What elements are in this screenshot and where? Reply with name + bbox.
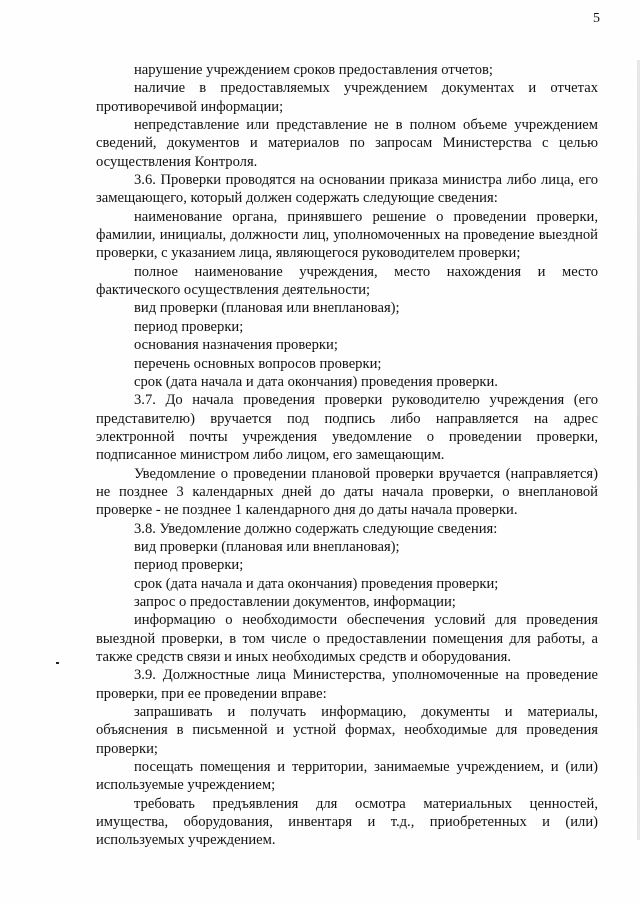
paragraph: наименование органа, принявшего решение о проведении проверки, фамилии, инициалы, должности лиц, уполномоченных на проведение выездной проверки, с указанием лица, являющегося руководителем проверки;	[96, 208, 598, 262]
document-body	[96, 61, 598, 850]
paragraph: требовать предъявления для осмотра материальных ценностей, имущества, оборудования, инвентаря и т.д., приобретенных и (или) используемых учреждением.	[96, 795, 598, 849]
paragraph: срок (дата начала и дата окончания) проведения проверки;	[134, 575, 499, 592]
paragraph: запрос о предоставлении документов, информации;	[134, 593, 456, 610]
paragraph: вид проверки (плановая или внеплановая);	[134, 538, 400, 555]
paragraph: нарушение учреждением сроков предоставления отчетов;	[134, 62, 493, 78]
paragraph: 3.7. До начала проведения проверки руководителю учреждения (его представителю) вручается под подпись либо направляется на адрес электронной почты учреждения уведомление о проведении проверки, подписанное министром либо лицом, его замещающим.	[96, 392, 598, 464]
paragraph: 3.9. Должностные лица Министерства, уполномоченные на проведение проверки, при ее проведении вправе:	[96, 667, 598, 702]
paragraph: перечень основных вопросов проверки;	[134, 355, 382, 372]
paragraph: основания назначения проверки;	[134, 337, 338, 354]
paragraph: вид проверки (плановая или внеплановая);	[134, 300, 400, 317]
page-number: 5	[593, 11, 600, 26]
paragraph: наличие в предоставляемых учреждением документах и отчетах противоречивой информации;	[96, 80, 598, 115]
paragraph: Уведомление о проведении плановой проверки вручается (направляется) не позднее 3 календарных дней до даты начала проверки, о внеплановой проверке - не позднее 1 календарного дня до даты начала проверки.	[96, 465, 598, 519]
paragraph: 3.6. Проверки проводятся на основании приказа министра либо лица, его замещающего, который должен содержать следующие сведения:	[96, 172, 598, 207]
paragraph: период проверки;	[134, 318, 244, 335]
paragraph: 3.8. Уведомление должно содержать следующие сведения:	[134, 520, 498, 537]
paragraph: срок (дата начала и дата окончания) проведения проверки.	[134, 373, 498, 390]
paragraph: посещать помещения и территории, занимаемые учреждением, и (или) используемые учреждением;	[96, 759, 598, 794]
paragraph: непредставление или представление не в полном объеме учреждением сведений, документов и материалов по запросам Министерства с целью осуществления Контроля.	[96, 117, 598, 170]
scan-speck	[56, 662, 59, 664]
paragraph: запрашивать и получать информацию, документы и материалы, объяснения в письменной и устной формах, необходимые для проведения проверки;	[96, 704, 598, 757]
paragraph: информацию о необходимости обеспечения условий для проведения выездной проверки, в том числе о предоставлении помещения для работы, а также средств связи и иных необходимых средств и оборудования.	[96, 612, 598, 665]
paragraph: период проверки;	[134, 557, 244, 574]
paragraph: полное наименование учреждения, место нахождения и место фактического осуществления деятельности;	[96, 263, 598, 299]
